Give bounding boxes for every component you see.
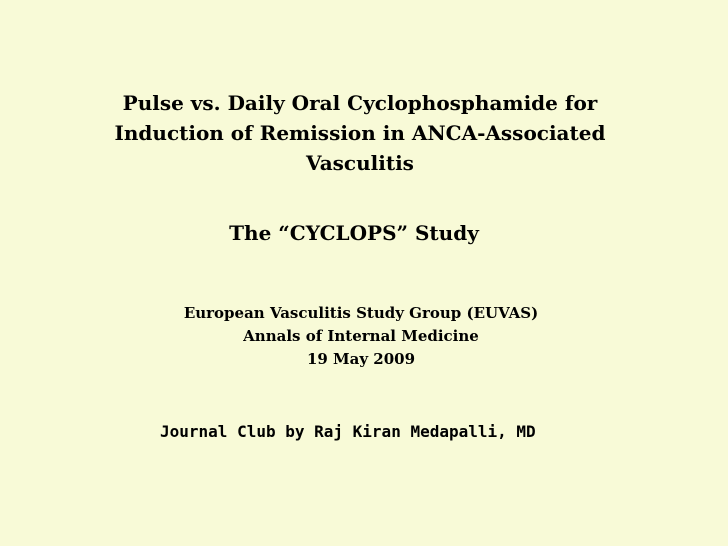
slide-title (70, 88, 650, 178)
title-line-2: Induction of Remission in ANCA-Associated (114, 121, 606, 145)
source-date: 19 May 2009 (306, 350, 416, 368)
presenter-credit: Journal Club by Raj Kiran Medapalli, MD (160, 422, 536, 441)
title-line-3: Vasculitis (306, 151, 414, 175)
title-line-1: Pulse vs. Daily Oral Cyclophosphamide for (122, 91, 598, 115)
source-group: European Vasculitis Study Group (EUVAS) (183, 304, 539, 322)
source-info (140, 302, 582, 371)
study-name: The “CYCLOPS” Study (229, 221, 479, 245)
source-journal: Annals of Internal Medicine (243, 327, 479, 345)
